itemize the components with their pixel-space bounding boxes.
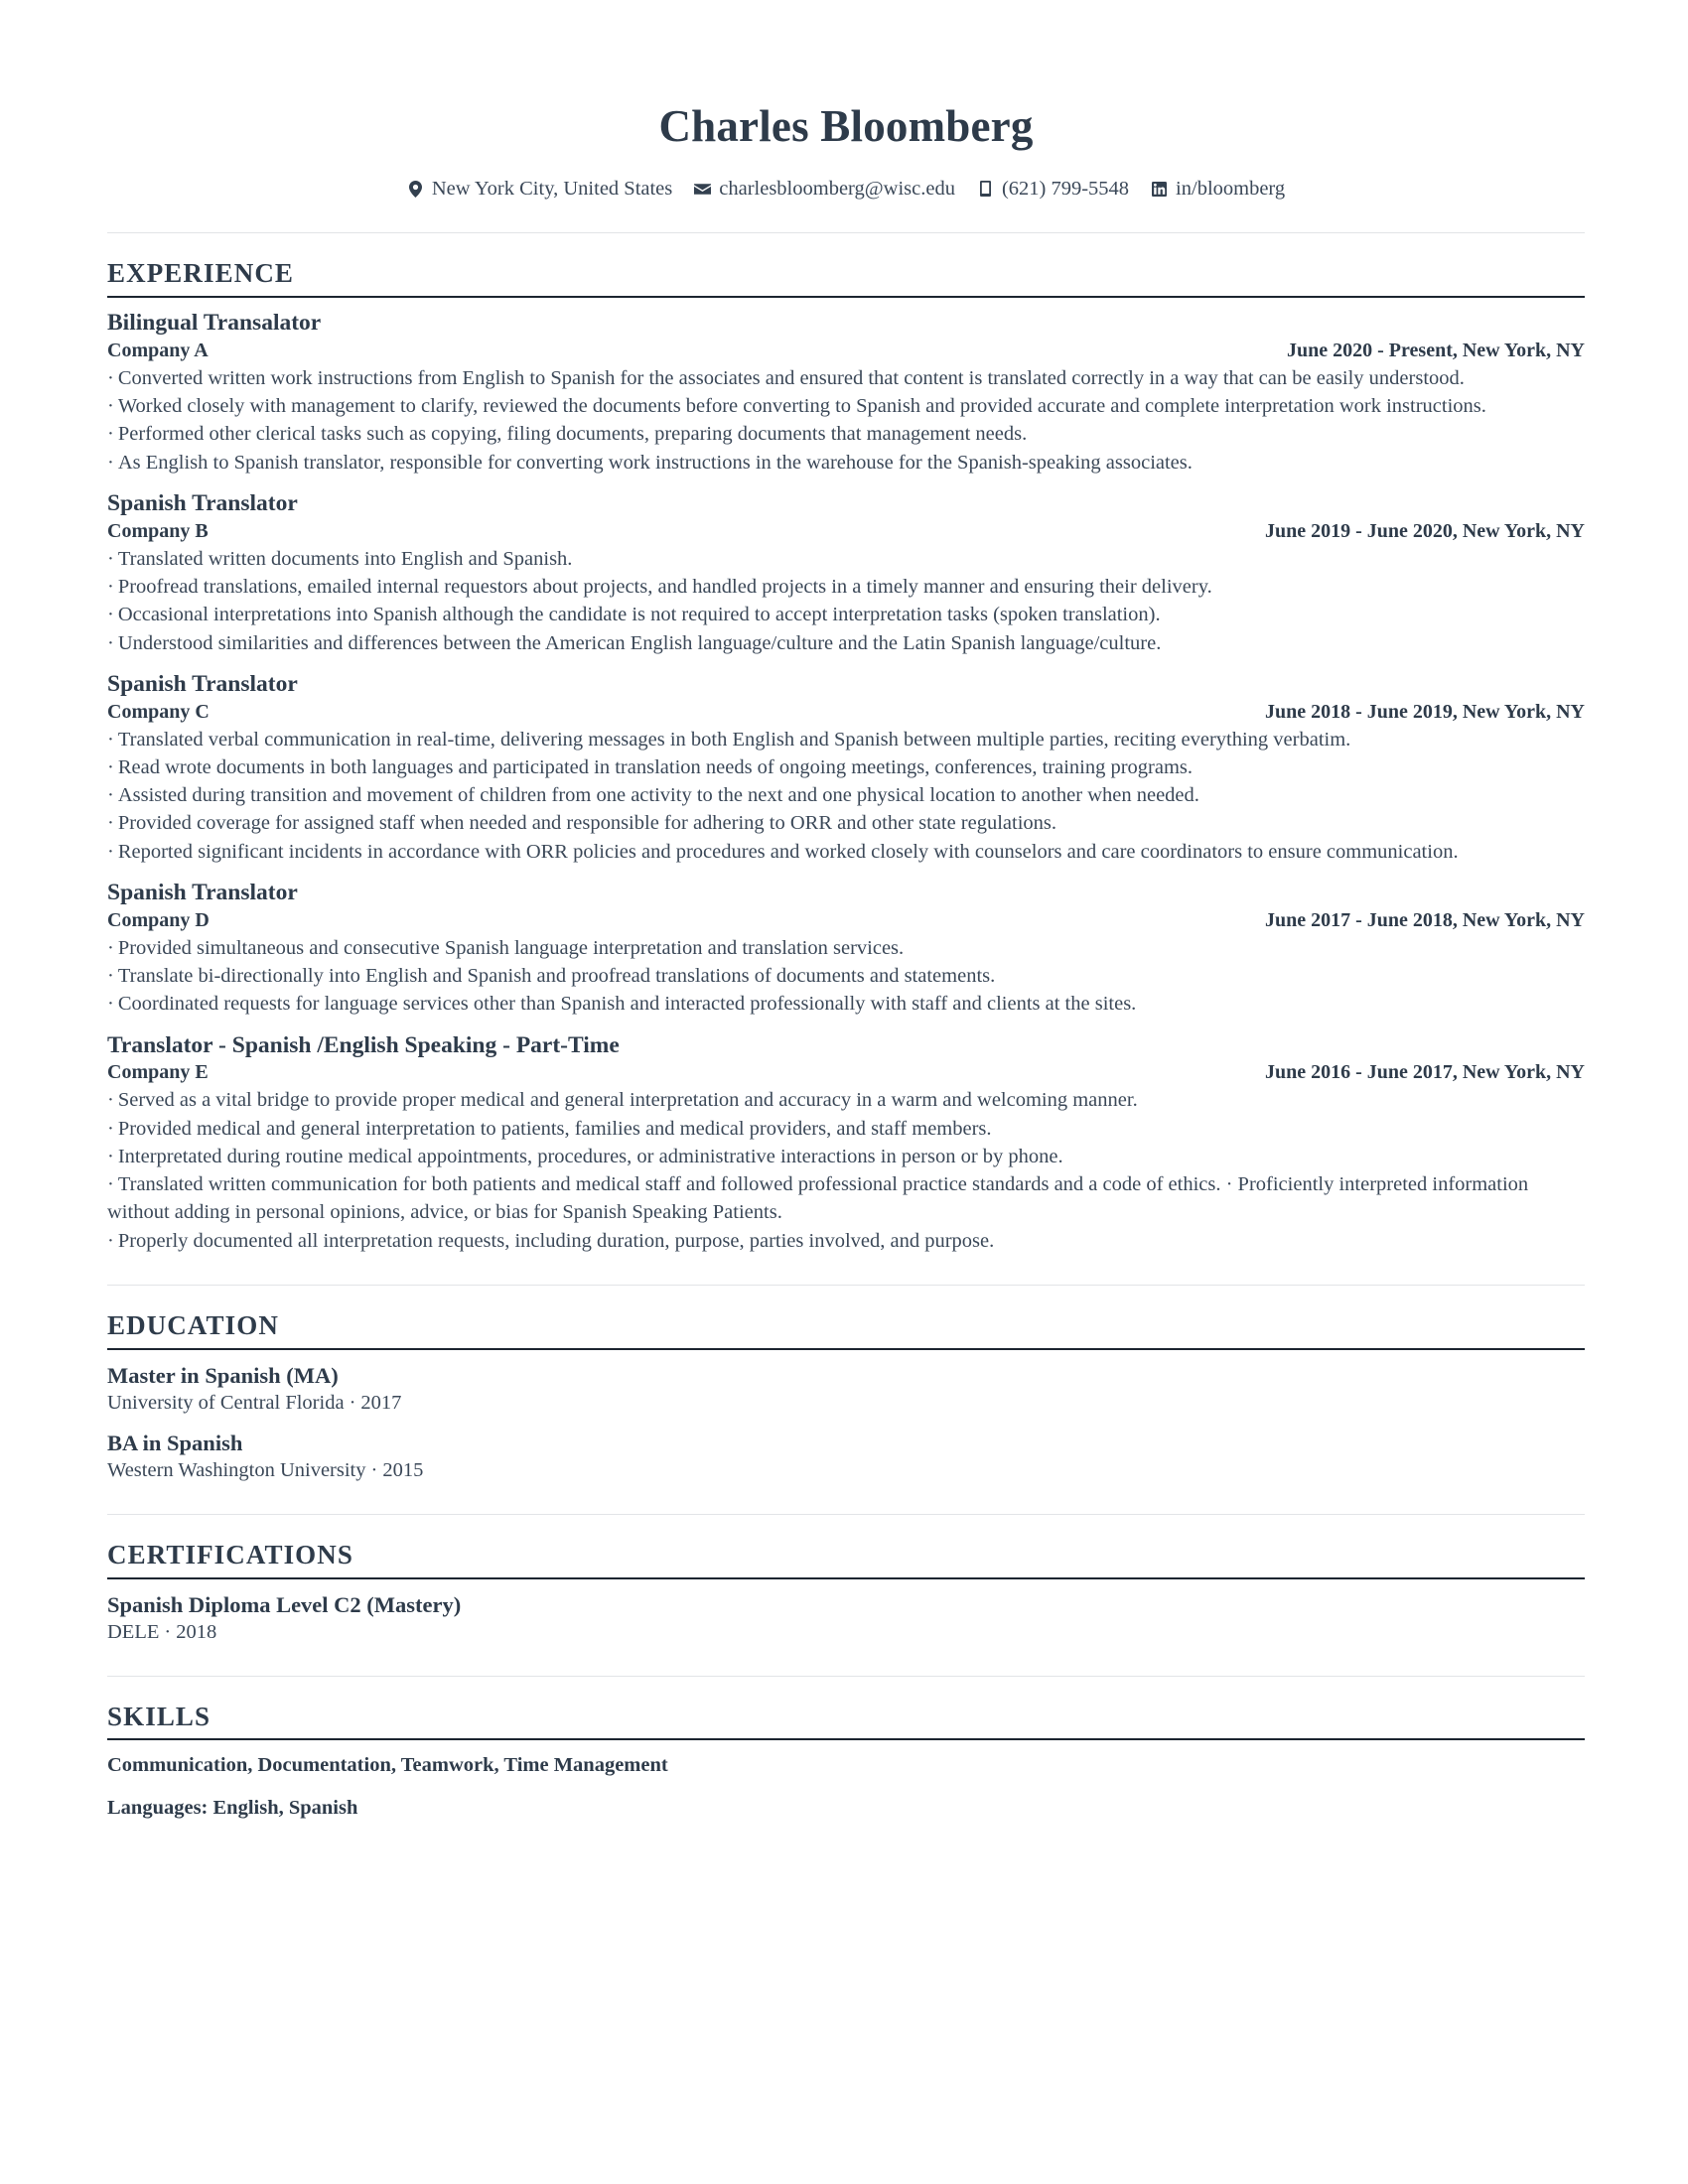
job-company: Company D xyxy=(107,908,210,931)
job-bullet-list xyxy=(107,934,1585,1019)
bullet-text: Served as a vital bridge to provide proper medical and general interpretation and accuracy in a warm and welcoming manner. xyxy=(117,1089,1138,1112)
skill-line-list xyxy=(107,1752,1585,1821)
job-title: Spanish Translator xyxy=(107,489,298,516)
bullet-marker: · xyxy=(107,547,114,570)
bullet-marker: · xyxy=(107,604,114,626)
job-date-location: June 2020 - Present, New York, NY xyxy=(1287,339,1585,361)
separator-dot: · xyxy=(370,1459,378,1482)
education-school: University of Central Florida xyxy=(107,1391,345,1414)
job-bullet xyxy=(107,809,1585,837)
certification-name: Spanish Diploma Level C2 (Mastery) xyxy=(107,1591,462,1617)
envelope-icon xyxy=(694,180,711,199)
bullet-text: Translated verbal communication in real-time, delivering messages in both English and Spanish between multiple parties, reciting everything verbatim. xyxy=(117,728,1351,751)
bullet-marker: · xyxy=(107,575,114,598)
bullet-marker: · xyxy=(107,840,114,863)
bullet-marker: · xyxy=(107,451,114,474)
job-bullet-list xyxy=(107,1086,1585,1255)
job-bullet xyxy=(107,364,1585,392)
bullet-text: Performed other clerical tasks such as copying, filing documents, preparing documents that management needs. xyxy=(117,423,1028,446)
bullet-marker: · xyxy=(107,964,114,987)
education-entry xyxy=(107,1430,1585,1484)
bullet-text: Understood similarities and differences between the American English language/culture and the Latin Spanish language/culture. xyxy=(117,631,1162,654)
education-year: 2015 xyxy=(382,1459,424,1482)
bullet-text: Translate bi-directionally into English and Spanish and proofread translations of documents and statements. xyxy=(117,964,996,987)
mobile-phone-icon xyxy=(977,180,994,199)
contact-text: charlesbloomberg@wisc.edu xyxy=(719,177,955,200)
job-meta xyxy=(107,1060,1585,1084)
section-experience xyxy=(107,259,1585,1255)
skill-line: Languages: English, Spanish xyxy=(107,1797,358,1820)
job-bullet xyxy=(107,573,1585,601)
job-bullet xyxy=(107,934,1585,962)
bullet-text: Properly documented all interpretation requests, including duration, purpose, parties involved, and purpose. xyxy=(117,1229,995,1252)
contact-item[interactable] xyxy=(407,179,672,200)
contact-text: in/bloomberg xyxy=(1176,177,1286,200)
education-degree: Master in Spanish (MA) xyxy=(107,1362,339,1388)
section-underline xyxy=(107,1577,1585,1579)
section-divider-after-certifications xyxy=(107,1676,1585,1677)
job-title: Spanish Translator xyxy=(107,670,298,697)
bullet-text: Translated written documents into English and Spanish. xyxy=(117,547,573,570)
bullet-marker: · xyxy=(107,366,114,389)
certification-entry xyxy=(107,1591,1585,1646)
section-title-skills: SKILLS xyxy=(107,1701,211,1731)
bullet-marker: · xyxy=(107,1117,114,1140)
certification-issuer: DELE xyxy=(107,1620,160,1643)
certification-year: 2018 xyxy=(176,1620,217,1643)
experience-entry xyxy=(107,310,1585,477)
job-date-location: June 2017 - June 2018, New York, NY xyxy=(1264,908,1585,931)
job-company: Company B xyxy=(107,519,209,542)
job-meta xyxy=(107,519,1585,543)
job-bullet xyxy=(107,629,1585,657)
section-education xyxy=(107,1311,1585,1484)
contact-text: (621) 799-5548 xyxy=(1001,177,1130,200)
bullet-text: Provided coverage for assigned staff when needed and responsible for adhering to ORR and other state regulations. xyxy=(117,812,1057,835)
job-date-location: June 2016 - June 2017, New York, NY xyxy=(1264,1061,1585,1084)
location-pin-icon xyxy=(407,180,424,199)
section-underline xyxy=(107,1738,1585,1740)
job-meta xyxy=(107,908,1585,932)
certification-issuer-line xyxy=(107,1620,1585,1646)
job-title: Spanish Translator xyxy=(107,879,298,905)
job-bullet xyxy=(107,1115,1585,1143)
job-bullet xyxy=(107,990,1585,1018)
job-bullet-list xyxy=(107,726,1585,866)
job-bullet xyxy=(107,1227,1585,1255)
contact-item[interactable] xyxy=(694,179,955,200)
job-bullet xyxy=(107,1170,1585,1227)
section-skills xyxy=(107,1703,1585,1822)
experience-entry xyxy=(107,880,1585,1019)
bullet-text: Interpretated during routine medical appointments, procedures, or administrative interactions in person or by phone. xyxy=(117,1145,1063,1167)
job-bullet xyxy=(107,838,1585,866)
job-bullet xyxy=(107,726,1585,753)
job-bullet-list xyxy=(107,545,1585,657)
bullet-marker: · xyxy=(107,631,114,654)
bullet-marker: · xyxy=(107,1229,114,1252)
experience-entry xyxy=(107,490,1585,657)
bullet-marker: · xyxy=(107,784,114,807)
bullet-marker: · xyxy=(107,423,114,446)
bullet-text: Converted written work instructions from English to Spanish for the associates and ensured that content is translated correctly in a way that can be easily understood. xyxy=(117,366,1465,389)
experience-entry xyxy=(107,671,1585,866)
bullet-marker: · xyxy=(107,993,114,1016)
job-bullet xyxy=(107,601,1585,628)
experience-entry xyxy=(107,1032,1585,1255)
job-bullet xyxy=(107,1086,1585,1114)
education-school-line xyxy=(107,1391,1585,1417)
job-date-location: June 2018 - June 2019, New York, NY xyxy=(1264,700,1585,723)
job-bullet xyxy=(107,1143,1585,1170)
separator-dot: · xyxy=(349,1391,356,1414)
education-year: 2017 xyxy=(360,1391,402,1414)
section-underline xyxy=(107,296,1585,298)
education-degree: BA in Spanish xyxy=(107,1431,243,1456)
bullet-text: Provided medical and general interpretation to patients, families and medical providers, and staff members. xyxy=(117,1117,992,1140)
bullet-text: Read wrote documents in both languages and participated in translation needs of ongoing meetings, conferences, training programs. xyxy=(117,755,1194,778)
section-title-certifications: CERTIFICATIONS xyxy=(107,1540,353,1570)
bullet-text: Assisted during transition and movement of children from one activity to the next and one physical location to another when needed. xyxy=(117,784,1199,807)
job-bullet xyxy=(107,545,1585,573)
job-bullet-list xyxy=(107,364,1585,477)
experience-entry-list xyxy=(107,310,1585,1255)
candidate-name: Charles Bloomberg xyxy=(658,101,1034,151)
bullet-text: Translated written communication for both patients and medical staff and followed professional practice standards and a code of ethics. · Proficiently interpreted information without adding in personal opinions, advice, or bias for Spanish Speaking Patients. xyxy=(107,1173,1529,1224)
job-bullet xyxy=(107,449,1585,477)
bullet-marker: · xyxy=(107,1145,114,1167)
section-divider-after-experience xyxy=(107,1285,1585,1286)
contact-text: New York City, United States xyxy=(431,177,673,200)
job-title: Bilingual Transalator xyxy=(107,310,322,337)
bullet-marker: · xyxy=(107,812,114,835)
job-bullet xyxy=(107,392,1585,420)
job-date-location: June 2019 - June 2020, New York, NY xyxy=(1264,519,1585,542)
section-underline xyxy=(107,1348,1585,1350)
job-company: Company A xyxy=(107,339,209,361)
section-divider-after-education xyxy=(107,1514,1585,1515)
job-bullet xyxy=(107,962,1585,990)
education-entry-list xyxy=(107,1362,1585,1484)
job-meta xyxy=(107,700,1585,724)
linkedin-icon xyxy=(1151,180,1168,199)
bullet-marker: · xyxy=(107,395,114,418)
job-bullet xyxy=(107,420,1585,448)
bullet-text: Proofread translations, emailed internal requestors about projects, and handled projects in a timely manner and ensuring their delivery. xyxy=(117,575,1212,598)
bullet-marker: · xyxy=(107,1089,114,1112)
bullet-marker: · xyxy=(107,936,114,959)
resume-header xyxy=(107,101,1585,199)
contact-item[interactable] xyxy=(977,179,1129,200)
job-meta xyxy=(107,339,1585,362)
separator-dot: · xyxy=(164,1620,172,1643)
bullet-marker: · xyxy=(107,728,114,751)
bullet-text: Reported significant incidents in accordance with ORR policies and procedures and worked closely with counselors and care coordinators to ensure communication. xyxy=(117,840,1459,863)
contact-item[interactable] xyxy=(1151,179,1285,200)
section-title-experience: EXPERIENCE xyxy=(107,258,295,289)
bullet-text: Worked closely with management to clarify, reviewed the documents before converting to Spanish and provided accurate and complete interpretation work instructions. xyxy=(117,395,1486,418)
bullet-marker: · xyxy=(107,755,114,778)
bullet-text: Occasional interpretations into Spanish although the candidate is not required to accept interpretation tasks (spoken translation). xyxy=(117,604,1161,626)
job-bullet xyxy=(107,781,1585,809)
job-bullet xyxy=(107,753,1585,781)
contact-row xyxy=(107,179,1585,200)
bullet-marker: · xyxy=(107,1173,114,1196)
bullet-text: As English to Spanish translator, responsible for converting work instructions in the warehouse for the Spanish-speaking associates. xyxy=(117,451,1193,474)
job-company: Company E xyxy=(107,1061,209,1084)
bullet-text: Coordinated requests for language services other than Spanish and interacted professionally with staff and clients at the sites. xyxy=(117,993,1137,1016)
section-certifications xyxy=(107,1541,1585,1646)
section-title-education: EDUCATION xyxy=(107,1309,279,1340)
bullet-text: Provided simultaneous and consecutive Spanish language interpretation and translation services. xyxy=(117,936,905,959)
job-company: Company C xyxy=(107,700,210,723)
header-divider xyxy=(107,232,1585,233)
education-school-line xyxy=(107,1458,1585,1484)
education-entry xyxy=(107,1362,1585,1417)
job-title: Translator - Spanish /English Speaking - Part-Time xyxy=(107,1031,620,1058)
certification-entry-list xyxy=(107,1591,1585,1646)
education-school: Western Washington University xyxy=(107,1459,366,1482)
skill-line: Communication, Documentation, Teamwork, Time Management xyxy=(107,1754,668,1777)
